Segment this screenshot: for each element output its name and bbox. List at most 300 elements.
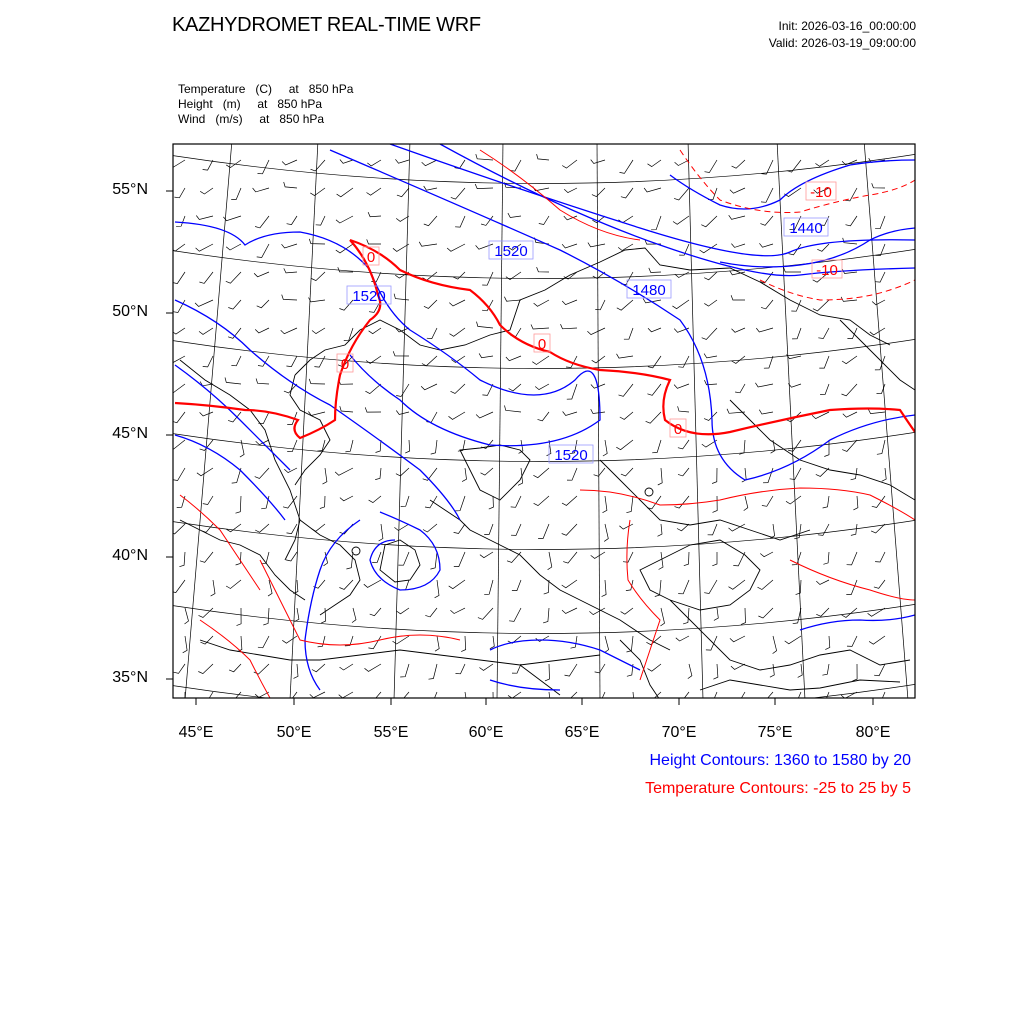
wind-barb (792, 328, 801, 339)
wind-barb (170, 524, 185, 534)
wind-barb (424, 216, 437, 226)
wind-barb (823, 496, 829, 508)
wind-barb (309, 379, 325, 384)
wind-barb (339, 300, 353, 310)
temperature-label: 0 (673, 421, 683, 438)
wind-barb (480, 552, 493, 558)
wind-barb (172, 412, 185, 423)
wind-barb (456, 664, 466, 674)
wind-barb (708, 188, 717, 200)
wind-barb (847, 636, 857, 646)
wind-barb (169, 440, 185, 449)
wind-barb (819, 692, 830, 706)
wind-barb (427, 328, 437, 339)
wind-barb (254, 272, 269, 277)
wind-barb (369, 328, 381, 334)
wind-barb (617, 354, 634, 358)
wind-barb (853, 496, 858, 510)
wind-barb (318, 636, 325, 647)
wind-barb (648, 328, 661, 332)
wind-barb (240, 440, 244, 457)
lat-label-55n: 55°N (112, 181, 148, 198)
wind-barb (367, 239, 381, 244)
wind-barb (713, 496, 718, 512)
wind-barb (708, 524, 717, 535)
wind-barb (532, 356, 549, 365)
wind-barb (509, 384, 521, 391)
wind-barb (211, 580, 215, 596)
wind-barb (340, 160, 353, 164)
wind-barb (626, 496, 633, 513)
wind-barb (617, 300, 633, 310)
wind-barb (562, 160, 577, 168)
wind-barb (538, 412, 550, 421)
wind-barb (258, 412, 269, 424)
wind-barb (562, 580, 577, 588)
wind-barb (257, 300, 269, 308)
wind-barb (512, 580, 521, 591)
wind-barb (825, 636, 830, 650)
wind-barb (761, 188, 773, 202)
wind-barb (587, 328, 605, 335)
wind-barb (818, 328, 829, 339)
wind-barb (180, 692, 185, 709)
wind-barb (562, 300, 577, 305)
wind-barb (648, 664, 662, 671)
wind-barb (644, 188, 661, 192)
height-contours-legend: Height Contours: 1360 to 1580 by 20 (649, 752, 911, 769)
wind-barb (172, 328, 185, 334)
wind-barb (735, 384, 745, 393)
wind-barb (309, 298, 326, 302)
init-time: Init: 2026-03-16_00:00:00 (778, 19, 916, 33)
wind-barb (509, 608, 521, 621)
wind-barb (567, 384, 577, 399)
wind-barb (484, 524, 493, 534)
wind-barb (368, 212, 381, 217)
wind-barb (258, 636, 269, 648)
wind-barb (623, 552, 633, 562)
wind-barb (758, 608, 773, 618)
wind-barb (451, 384, 466, 394)
wind-barb (339, 692, 353, 698)
wind-barb (422, 160, 437, 166)
temperature-label: 0 (537, 336, 547, 353)
lat-label-50n: 50°N (112, 303, 148, 320)
wind-barb (263, 608, 269, 625)
wind-barb (397, 188, 409, 197)
wind-barbs (167, 154, 886, 709)
height-label: 1480 (632, 282, 666, 299)
wind-barb (320, 496, 325, 509)
wind-barb (877, 440, 885, 454)
wind-barb (818, 524, 829, 535)
wind-barb (773, 636, 777, 654)
wind-barb (449, 300, 465, 306)
wind-barb (231, 356, 241, 366)
wind-barb (308, 412, 325, 416)
wind-barb (704, 272, 717, 280)
wind-barb (281, 328, 297, 334)
temperature-label: 0 (340, 356, 350, 373)
wind-barb (336, 216, 353, 223)
wind-barb (534, 300, 549, 306)
wind-barb (337, 188, 353, 197)
wind-barb (562, 524, 577, 535)
wind-barb (675, 496, 690, 508)
wind-barb (314, 356, 325, 367)
wind-barb (561, 324, 578, 329)
wind-barb (813, 300, 829, 311)
wind-barb (507, 552, 521, 563)
wind-barb (321, 608, 326, 623)
wind-barb (479, 664, 493, 670)
wind-barb (823, 552, 829, 564)
wind-barb (842, 384, 858, 396)
wind-barb (367, 188, 382, 195)
wind-barb (508, 692, 521, 698)
wind-barb (372, 552, 381, 563)
wind-barb (505, 405, 522, 412)
wind-barb (475, 184, 493, 189)
wind-barb (713, 664, 718, 679)
wind-barb (793, 608, 801, 624)
wind-barb (312, 328, 325, 334)
wind-barb (604, 524, 608, 541)
wind-barb (759, 410, 773, 414)
wind-barb (199, 328, 213, 334)
wind-barb (872, 183, 885, 188)
wind-barb (674, 384, 689, 388)
wind-barb (451, 188, 465, 199)
wind-barb (649, 268, 661, 273)
wind-barb (648, 160, 662, 167)
wind-barb (450, 608, 465, 614)
valid-time: Valid: 2026-03-19_09:00:00 (768, 36, 916, 50)
wind-barb (788, 440, 801, 451)
wind-barb (704, 412, 717, 421)
wind-barb (790, 468, 801, 480)
wind-barb (169, 384, 185, 393)
wind-barb (449, 412, 466, 419)
wind-barb (819, 356, 829, 368)
wind-barb (286, 356, 297, 367)
wind-barb (846, 216, 858, 226)
wind-barb (595, 300, 605, 310)
wind-barb (816, 580, 829, 585)
wind-barb (228, 412, 241, 422)
wind-barb (395, 159, 409, 163)
wind-barb (704, 300, 717, 306)
wind-barb (340, 496, 353, 501)
wind-barb (874, 580, 885, 588)
wind-barb (312, 664, 325, 672)
wind-barb (758, 580, 774, 590)
wind-barb (455, 496, 465, 511)
wind-barb (421, 384, 437, 390)
wind-barb (702, 328, 717, 340)
wind-barb (430, 552, 437, 569)
wind-barb (533, 468, 549, 478)
wind-barb (237, 608, 242, 626)
wind-barb (365, 407, 381, 412)
wind-barb (603, 496, 607, 513)
wind-barb (504, 297, 521, 302)
wind-barb (422, 356, 437, 366)
wind-barb (563, 552, 577, 563)
wind-barb (435, 580, 439, 598)
wind-barb (174, 188, 185, 198)
wind-barb (605, 636, 609, 653)
wind-barb (284, 268, 297, 273)
wind-barb (872, 300, 885, 305)
wind-barb (225, 378, 241, 385)
wind-barb (286, 552, 297, 561)
wind-barb (196, 216, 213, 220)
wind-barb (429, 664, 438, 679)
wind-barb (678, 356, 689, 367)
wind-barb (621, 608, 633, 614)
height-label: 1520 (494, 243, 528, 260)
wind-barb (477, 322, 494, 328)
lat-label-35n: 35°N (112, 669, 148, 686)
wind-barb (729, 215, 745, 219)
wind-barb (535, 238, 550, 244)
wind-barb (369, 496, 381, 503)
wind-barb (845, 188, 857, 201)
wind-barb (732, 160, 745, 168)
wind-barb (484, 580, 493, 595)
wind-barb (173, 468, 185, 481)
country-borders (180, 248, 915, 700)
wind-barb (312, 524, 326, 531)
wind-barb (287, 440, 297, 452)
wind-barb (449, 580, 465, 589)
wind-barb (652, 440, 661, 453)
wind-barb (255, 216, 269, 228)
wind-barb (705, 160, 718, 173)
wind-barb (531, 325, 549, 330)
wind-barb (545, 664, 550, 681)
wind-barb (591, 409, 605, 413)
wind-barb (508, 213, 521, 217)
wind-barb (400, 664, 409, 677)
wind-barb (311, 272, 325, 281)
wind-barb (816, 608, 829, 616)
wind-barb (756, 328, 773, 332)
wind-barb (394, 294, 409, 300)
wind-barb (677, 524, 689, 531)
wind-barb (820, 384, 829, 395)
wind-barb (295, 608, 299, 622)
wind-barb (201, 524, 213, 532)
wind-barb (431, 440, 437, 454)
wind-barb (435, 636, 439, 651)
wind-barb (287, 216, 297, 225)
wind-barb (658, 524, 663, 536)
wind-barb (730, 636, 745, 642)
wind-barb (510, 160, 521, 171)
wind-barb (591, 552, 605, 558)
wind-barb (479, 353, 493, 357)
wind-barb (284, 468, 297, 473)
wind-barb (619, 384, 634, 396)
wind-barb (228, 300, 241, 309)
lon-label-80e: 80°E (855, 724, 891, 741)
wind-barb (732, 328, 746, 332)
wind-barb (481, 468, 494, 475)
wind-barb (868, 608, 885, 616)
wind-barb (786, 496, 801, 504)
wind-barb (563, 412, 577, 416)
wind-barb (257, 244, 269, 258)
wind-barb (255, 524, 269, 532)
wind-barb (761, 300, 773, 309)
wind-barb (253, 188, 269, 192)
wind-barb (537, 267, 549, 272)
wind-barb (770, 664, 774, 677)
wind-barb (539, 216, 549, 225)
wind-barb (744, 496, 748, 511)
wind-barb (179, 552, 185, 567)
wind-barb (200, 552, 213, 562)
wind-barb (624, 328, 633, 339)
wind-barb (340, 524, 353, 534)
wind-barb (730, 188, 745, 193)
wind-barb (183, 636, 187, 653)
wind-barb (379, 524, 383, 541)
wind-barb (538, 524, 549, 539)
wind-barb (310, 188, 325, 196)
wind-barb (401, 496, 409, 506)
wind-barb (712, 468, 717, 484)
wind-barb (678, 692, 689, 700)
wind-barb (785, 636, 801, 644)
wind-barb (399, 552, 410, 565)
temperature-contours-legend: Temperature Contours: -25 to 25 by 5 (645, 780, 911, 797)
wind-barb (203, 356, 213, 367)
wind-barb (817, 244, 829, 251)
wind-barb (447, 244, 465, 251)
lon-label-75e: 75°E (757, 724, 793, 741)
wind-barb (195, 300, 213, 306)
wind-barb (476, 412, 493, 418)
wind-barb (229, 664, 241, 672)
wind-barb (285, 692, 297, 701)
wind-barb (425, 608, 437, 617)
wind-barb (534, 496, 549, 506)
wind-barb (842, 356, 857, 364)
wind-barb (335, 468, 353, 475)
wind-barb (763, 468, 773, 483)
wind-barb (869, 636, 885, 644)
wind-barb (794, 524, 801, 539)
wind-barb (621, 468, 633, 476)
wind-barb (396, 468, 409, 476)
wind-barb (255, 468, 269, 479)
wind-barb (396, 216, 409, 221)
wind-barb (197, 468, 213, 476)
wind-barb (174, 664, 185, 673)
wind-barb (875, 552, 885, 562)
wind-barb (853, 664, 858, 681)
wind-barb (309, 239, 325, 244)
wind-barb (287, 524, 298, 534)
lon-label-50e: 50°E (276, 724, 312, 741)
wind-barb (176, 216, 185, 226)
wind-barb (548, 552, 552, 570)
wind-barb (660, 608, 664, 626)
wind-barb (594, 468, 605, 476)
wind-barb (731, 244, 745, 248)
wind-barb (199, 272, 213, 283)
wind-barb (673, 216, 689, 224)
wind-barb (462, 468, 466, 482)
wind-barb (760, 216, 773, 225)
wind-barb (256, 379, 269, 385)
wind-barb (567, 468, 577, 480)
wind-barb (419, 242, 437, 246)
wind-barb (283, 496, 297, 508)
wind-barb (393, 351, 409, 356)
wind-barb (370, 608, 381, 616)
wind-barb (478, 608, 493, 619)
wind-barb (562, 608, 577, 614)
wind-barb (796, 580, 801, 595)
wind-barb (255, 328, 269, 333)
wind-barb (170, 160, 185, 167)
wind-barb (704, 580, 717, 594)
lon-label-55e: 55°E (373, 724, 409, 741)
wind-barb (511, 496, 521, 507)
wind-barb (423, 524, 437, 532)
wind-barb (490, 636, 494, 649)
wind-barb (294, 664, 299, 678)
wind-barb (619, 524, 633, 529)
wind-barb (323, 468, 327, 484)
wind-barb (461, 636, 466, 652)
wind-barb (647, 384, 661, 395)
wind-barb (684, 552, 689, 566)
wind-barb (762, 496, 773, 506)
wind-barb (841, 297, 857, 302)
wind-barb (365, 664, 382, 671)
wind-barb (226, 272, 241, 283)
height-label: 1520 (554, 447, 588, 464)
wind-barb (185, 608, 189, 624)
wind-barb (704, 380, 717, 385)
wind-barb (282, 160, 297, 165)
wind-barb (562, 244, 577, 248)
wind-barb (352, 608, 356, 623)
wind-barb (784, 267, 802, 272)
wind-barb (364, 580, 381, 587)
wind-barb (339, 380, 353, 385)
wind-barb (231, 188, 241, 200)
wind-barb (425, 496, 437, 508)
wind-barb (375, 468, 381, 480)
temperature-label: -10 (810, 184, 832, 201)
wind-barb (798, 664, 803, 677)
lat-label-45n: 45°N (112, 425, 148, 442)
wind-barb (405, 440, 410, 453)
wind-barb (729, 580, 746, 589)
wind-barb (822, 664, 829, 675)
wind-barb (366, 356, 381, 363)
wind-barb (454, 524, 465, 534)
wind-barb (394, 524, 409, 531)
height-label: 1440 (789, 220, 823, 237)
